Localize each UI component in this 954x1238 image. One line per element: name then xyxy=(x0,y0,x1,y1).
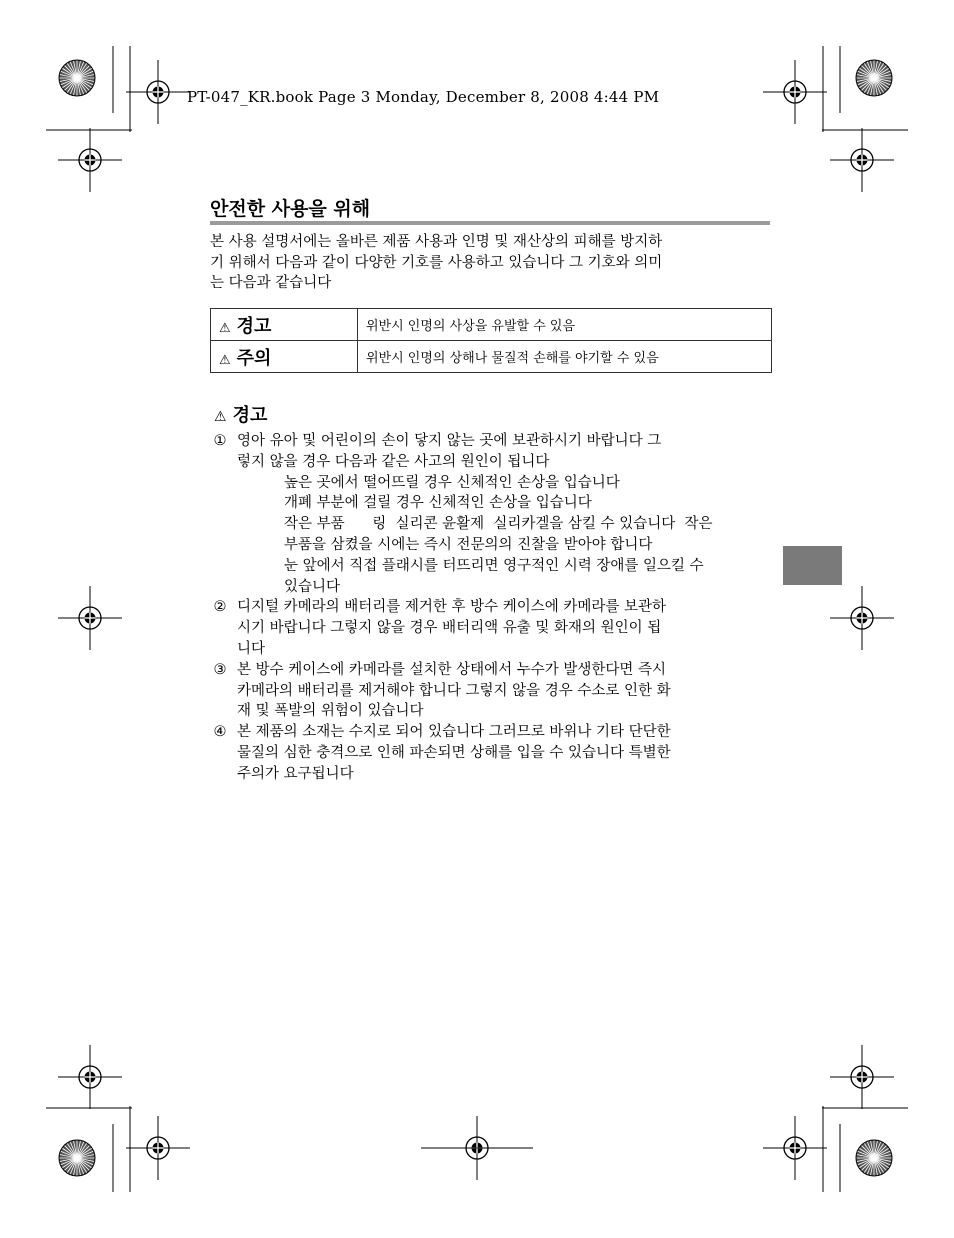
warning-item xyxy=(210,660,776,722)
item-line: 니다 xyxy=(237,640,266,657)
item-line: 렇지 않을 경우 다음과 같은 사고의 원인이 됩니다 xyxy=(237,453,550,470)
sub-item-line: 부품을 삼켰을 시에는 즉시 전문의의 진찰을 받아야 합니다 xyxy=(284,536,653,553)
warning-item xyxy=(210,431,776,597)
legend-label: 경고 xyxy=(236,315,272,337)
sub-item-line: 있습니다 xyxy=(284,578,341,595)
item-line: 본 방수 케이스에 카메라를 설치한 상태에서 누수가 발생한다면 즉시 xyxy=(237,661,667,678)
sub-item-line: 높은 곳에서 떨어뜨릴 경우 신체적인 손상을 입습니다 xyxy=(284,474,620,491)
item-line: 재 및 폭발의 위험이 있습니다 xyxy=(237,703,424,720)
item-line: 본 제품의 소재는 수지로 되어 있습니다 그러므로 바위나 기타 단단한 xyxy=(237,724,671,741)
legend-row-caution xyxy=(211,341,772,373)
sub-item-line: 개폐 부분에 걸릴 경우 신체적인 손상을 입습니다 xyxy=(284,495,592,512)
item-line: 주의가 요구됩니다 xyxy=(237,765,354,782)
warning-list xyxy=(210,431,776,785)
item-number: ① xyxy=(213,433,227,449)
item-number: ③ xyxy=(213,661,227,678)
warning-triangle-icon: ⚠ xyxy=(219,352,231,368)
warning-triangle-icon: ⚠ xyxy=(214,409,227,425)
warning-triangle-icon: ⚠ xyxy=(219,320,231,336)
legend-label: 주의 xyxy=(236,347,272,369)
warning-heading xyxy=(214,401,267,427)
legend-description: 위반시 인명의 상해나 물질적 손해를 야기할 수 있음 xyxy=(358,341,772,373)
warning-heading-label: 경고 xyxy=(232,405,268,426)
section-title: 안전한 사용을 위해 xyxy=(210,198,371,220)
warning-item xyxy=(210,722,776,784)
intro-line: 기 위해서 다음과 같이 다양한 기호를 사용하고 있습니다 그 기호와 의미 xyxy=(210,254,663,271)
item-number: ② xyxy=(213,599,227,616)
legend-description: 위반시 인명의 사상을 유발할 수 있음 xyxy=(358,309,772,341)
item-number: ④ xyxy=(213,724,227,741)
item-line: 영아 유아 및 어린이의 손이 닿지 않는 곳에 보관하시기 바랍니다 그 xyxy=(237,433,662,449)
chapter-thumb-tab xyxy=(783,546,842,585)
intro-line: 본 사용 설명서에는 올바른 제품 사용과 인명 및 재산상의 피해를 방지하 xyxy=(210,234,663,250)
intro-line: 는 다음과 같습니다 xyxy=(210,275,332,291)
legend-label-cell xyxy=(211,309,358,341)
title-underline xyxy=(210,221,770,225)
sub-item-line: 작은 부품 링 실리콘 윤활제 실리카겔을 삼킬 수 있습니다 작은 xyxy=(284,516,713,533)
item-line: 카메라의 배터리를 제거해야 합니다 그렇지 않을 경우 수소로 인한 화 xyxy=(237,682,671,699)
print-header: PT-047_KR.book Page 3 Monday, December 8, 2008 4:44 PM xyxy=(187,88,660,106)
item-line: 디지털 카메라의 배터리를 제거한 후 방수 케이스에 카메라를 보관하 xyxy=(237,599,667,616)
legend-row-warning xyxy=(211,309,772,341)
item-line: 물질의 심한 충격으로 인해 파손되면 상해를 입을 수 있습니다 특별한 xyxy=(237,744,671,761)
item-line: 시기 바랍니다 그렇지 않을 경우 배터리액 유출 및 화재의 원인이 됩 xyxy=(237,620,662,637)
legend-label-cell xyxy=(211,341,358,373)
warning-item xyxy=(210,597,776,659)
symbol-legend-table xyxy=(210,308,772,373)
sub-item-line: 눈 앞에서 직접 플래시를 터뜨리면 영구적인 시력 장애를 일으킬 수 xyxy=(284,557,704,574)
intro-paragraph xyxy=(210,232,772,294)
